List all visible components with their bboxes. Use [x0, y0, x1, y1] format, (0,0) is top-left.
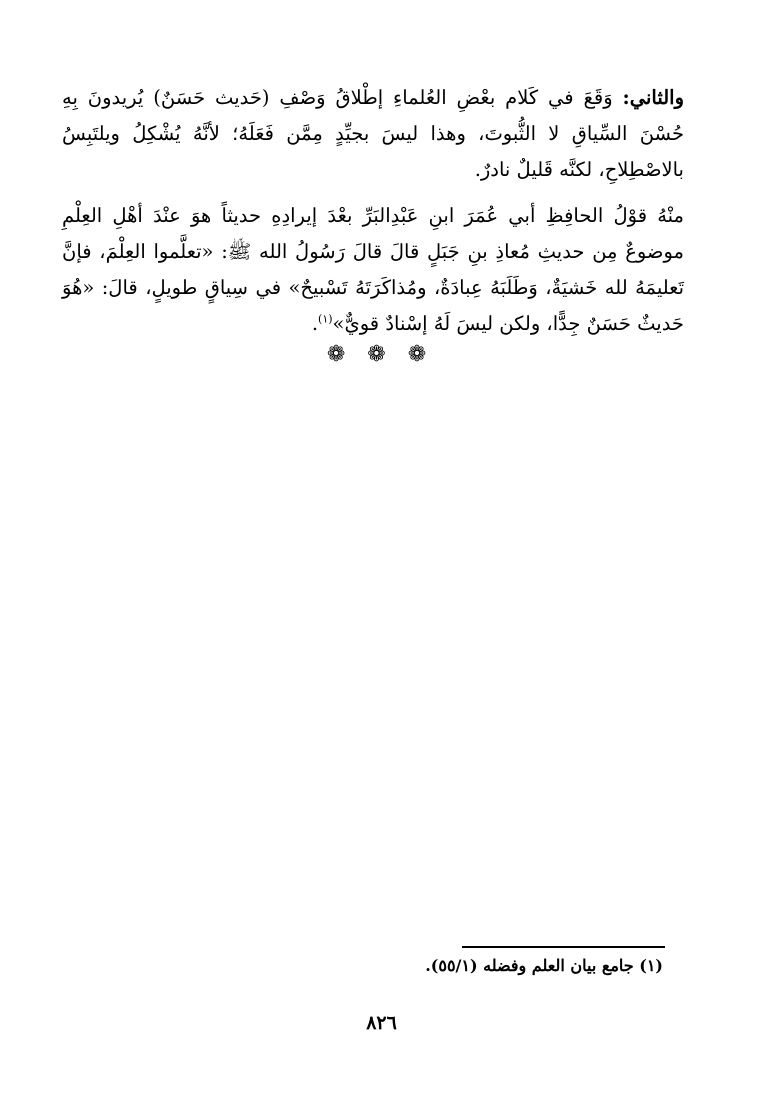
paragraph-body-text: منْهُ قوْلُ الحافِظِ أبي عُمَرَ ابنِ عَبْدِالبَرِّ بعْدَ إيرادِهِ حديثاً هوَ عنْدَ أهْلِ العِلْمِ موضوعٌ مِن حديثِ مُعاذِ بنِ جَبَلٍ قالَ قالَ رَسُولُ الله ﷺ: «تعلَّموا العِلْمَ، فإنَّ تَعليمَهُ لله خَشيَةٌ، وَطَلَبَهُ عِبادَةٌ، ومُذاكَرَتَهُ تَسْبيحٌ» في سِياقٍ طويلٍ، قالَ: «هُوَ حَديثٌ حَسَنٌ جِدًّا، ولكن ليسَ لَهُ إسْنادٌ قويٌّ» — [62, 204, 684, 335]
paragraph-second-point — [62, 80, 684, 188]
page-number: ٨٢٦ — [366, 1012, 397, 1034]
flower-ornament-icon: ❁ — [326, 342, 356, 367]
flower-ornament-icon: ❁ — [367, 342, 396, 367]
paragraph-lead-word: والثاني: — [622, 86, 684, 109]
footnote-separator-rule — [462, 946, 665, 948]
section-divider-ornaments — [0, 342, 763, 367]
footnote: (١) جامع بيان العلم وفضله (٥٥/١). — [425, 956, 663, 975]
footnote-reference: (١) — [318, 312, 333, 326]
paragraph-example — [62, 198, 684, 342]
paragraph-body-text: وَقَعَ في كَلام بعْضِ العُلماءِ إطْلاقُ وَصْفِ (حَديث حَسَنٌ) يُريدونَ بِهِ حُسْنَ السِّياقِ لا الثُّبوتَ، وهذا ليسَ بجيِّدٍ مِمَّن فَعَلَهُ؛ لأنَّهُ يُشْكِلُ ويلتَبِسُ بالاصْطِلاحِ، لكنَّه قَليلٌ نادرٌ. — [62, 86, 684, 181]
paragraph-end-punctuation: . — [311, 312, 319, 335]
flower-ornament-icon: ❁ — [407, 342, 437, 367]
